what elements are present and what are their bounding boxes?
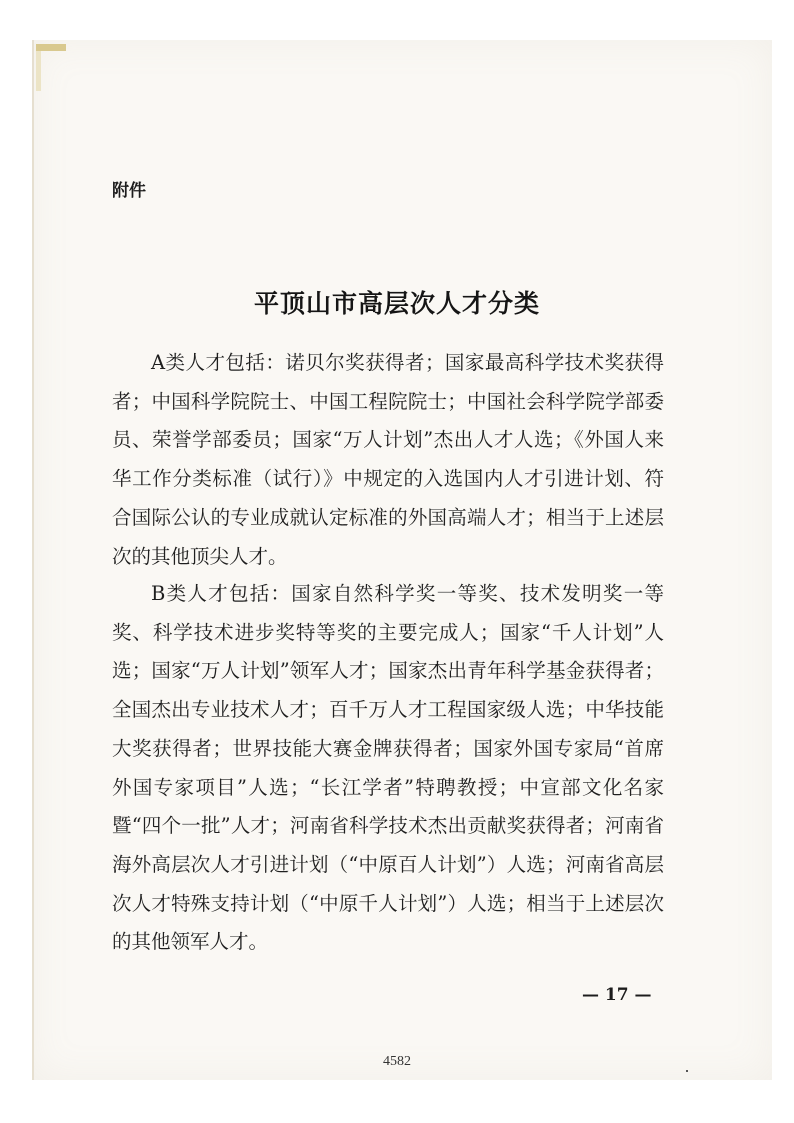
- footer-number: 4582: [383, 1054, 411, 1069]
- binding-tab-shadow: [36, 51, 41, 91]
- binding-tab-mark: [36, 44, 66, 51]
- page-number: — 17 —: [582, 985, 652, 1005]
- attachment-label: 附件: [112, 181, 146, 201]
- paragraph-category-b: B类人才包括：国家自然科学奖一等奖、技术发明奖一等奖、科学技术进步奖特等奖的主要完成人；国家“千人计划”人选；国家“万人计划”领军人才；国家杰出青年科学基金获得者；全国杰出专业技术人才；百千万人才工程国家级人选；中华技能大奖获得者；世界技能大赛金牌获得者；国家外国专家局“首席外国专家项目”人选；“长江学者”特聘教授；中宣部文化名家暨“四个一批”人才；河南省科学技术杰出贡献奖获得者；河南省海外高层次人才引进计划（“中原百人计划”）人选；河南省高层次人才特殊支持计划（“中原千人计划”）人选；相当于上述层次的其他领军人才。: [112, 582, 664, 954]
- page-left-edge: [32, 40, 34, 1080]
- paragraph-category-a: A类人才包括：诺贝尔奖获得者；国家最高科学技术奖获得者；中国科学院院士、中国工程院院士；中国社会科学院学部委员、荣誉学部委员；国家“万人计划”杰出人才人选；《外国人来华工作分类标准（试行）》中规定的入选国内人才引进计划、符合国际公认的专业成就认定标准的外国高端人才；相当于上述层次的其他顶尖人才。: [112, 351, 664, 568]
- scan-speck: [686, 1070, 688, 1072]
- document-title: 平顶山市高层次人才分类: [253, 289, 540, 318]
